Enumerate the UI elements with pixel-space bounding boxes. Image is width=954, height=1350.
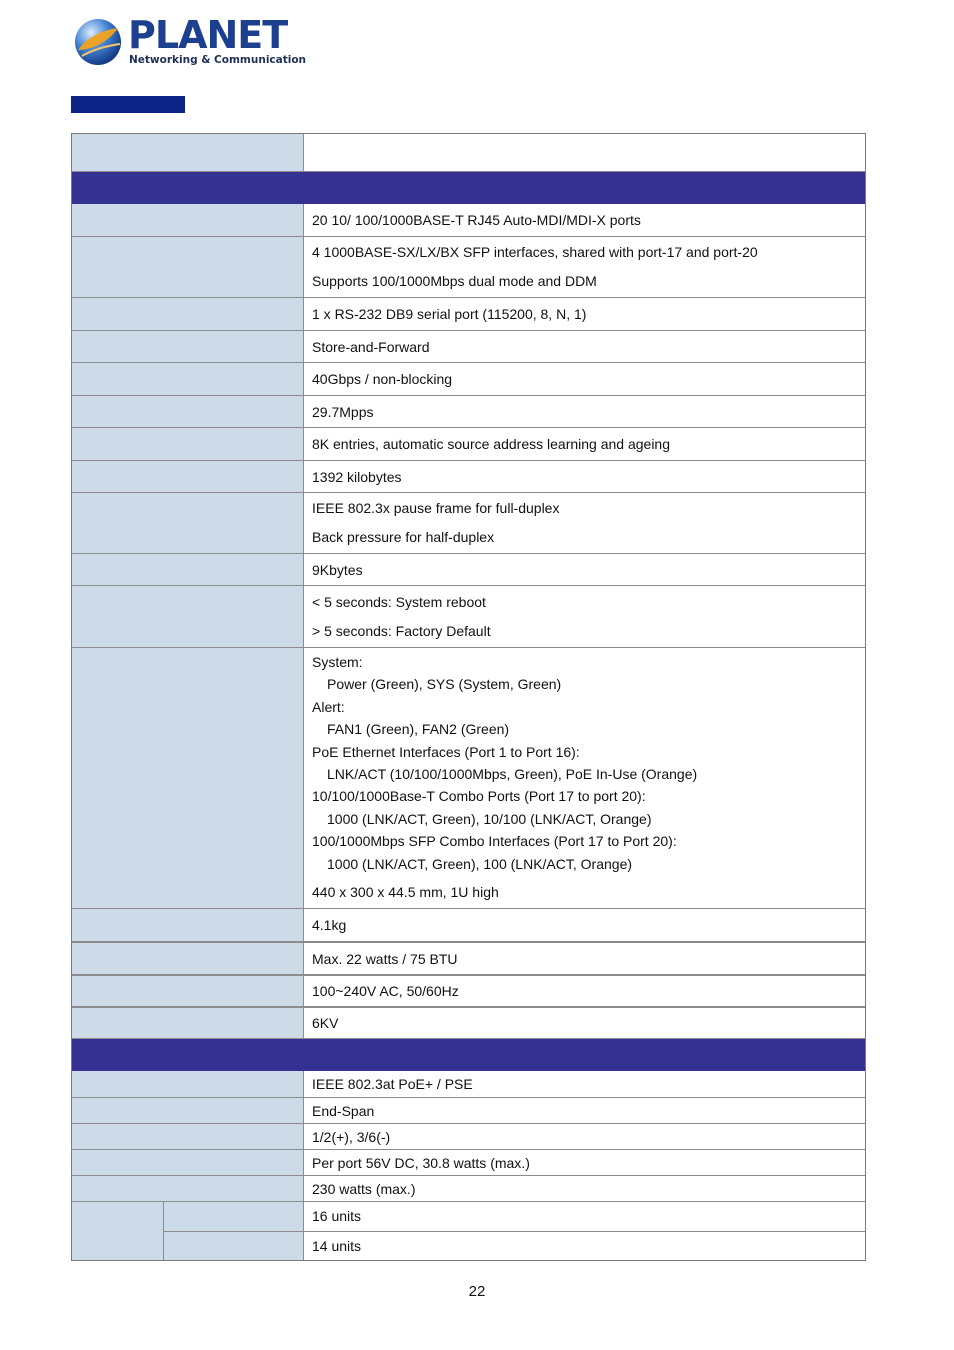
label-cell: [72, 909, 304, 941]
value-cell: [304, 428, 865, 460]
led-line: FAN1 (Green), FAN2 (Green): [327, 721, 510, 738]
value-cell: [304, 331, 865, 362]
label-cell: [72, 943, 304, 974]
value-cell: [304, 134, 865, 171]
section-header-band: [72, 171, 865, 204]
value-cell: [304, 493, 865, 553]
led-line: 1000 (LNK/ACT, Green), 100 (LNK/ACT, Orange): [327, 855, 633, 872]
label-cell: [72, 204, 304, 236]
value-line: 230 watts (max.): [312, 1180, 416, 1197]
value-line: 8K entries, automatic source address learning and ageing: [312, 436, 670, 452]
split-label-cell: [72, 1202, 304, 1260]
table-row: [72, 330, 865, 362]
led-line: 1000 (LNK/ACT, Green), 10/100 (LNK/ACT, Orange): [327, 810, 652, 827]
value-line: < 5 seconds: System reboot: [312, 593, 486, 610]
label-cell: [72, 1071, 304, 1097]
page-number: 22: [468, 1283, 486, 1300]
label-cell: [72, 363, 304, 395]
label-cell: [72, 298, 304, 330]
planet-logo: [72, 13, 307, 70]
label-cell: [72, 976, 304, 1006]
table-row: [72, 974, 865, 1006]
value-cell: [304, 1124, 865, 1149]
value-line: 1392 kilobytes: [312, 468, 402, 485]
value-line: 9Kbytes: [312, 561, 363, 578]
value-line: 6KV: [312, 1015, 339, 1031]
table-row: [72, 1175, 865, 1201]
value-line: 29.7Mpps: [312, 403, 374, 420]
table-row: [72, 460, 865, 492]
label-cell: [72, 1150, 304, 1175]
led-indicators-cell: [304, 648, 865, 876]
value-line: 100~240V AC, 50/60Hz: [312, 983, 459, 999]
table-row-poe-capability: [72, 1201, 865, 1260]
split-values: [304, 1202, 865, 1260]
value-cell: [304, 909, 865, 941]
table-row: [72, 492, 865, 553]
value-cell: [304, 396, 865, 427]
value-line: Supports 100/1000Mbps dual mode and DDM: [312, 273, 597, 289]
led-line: System:: [312, 654, 363, 670]
value-cell: [304, 204, 865, 236]
value-cell: [304, 1150, 865, 1175]
table-row: [72, 1071, 865, 1097]
value-cell: [304, 586, 865, 647]
value-line: 4 1000BASE-SX/LX/BX SFP interfaces, shared with port-17 and port-20: [312, 244, 758, 260]
label-cell: [72, 1176, 304, 1201]
table-row: [72, 1097, 865, 1123]
value-cell: [304, 363, 865, 395]
value-line: 1/2(+), 3/6(-): [312, 1128, 391, 1145]
table-row: [72, 427, 865, 460]
table-row: [72, 1123, 865, 1149]
label-cell: [72, 1124, 304, 1149]
led-line: Power (Green), SYS (System, Green): [327, 676, 562, 693]
led-line: LNK/ACT (10/100/1000Mbps, Green), PoE In-Use (Orange): [327, 766, 698, 783]
label-cell: [72, 876, 304, 908]
value-cell: 14 units: [304, 1231, 865, 1261]
led-line: 10/100/1000Base-T Combo Ports (Port 17 to port 20):: [312, 788, 646, 805]
table-row: [72, 1006, 865, 1038]
value-line: 440 x 300 x 44.5 mm, 1U high: [312, 884, 499, 900]
table-row: [72, 585, 865, 647]
table-row: [72, 553, 865, 585]
value-cell: [304, 461, 865, 492]
section-header-band-poe: [72, 1038, 865, 1071]
value-cell: [304, 237, 865, 297]
label-cell: [72, 1008, 304, 1038]
value-line: End-Span: [312, 1102, 375, 1119]
value-cell: [304, 976, 865, 1006]
value-line: IEEE 802.3x pause frame for full-duplex: [312, 500, 560, 516]
label-cell: [72, 1098, 304, 1123]
brand-name: PLANET: [128, 13, 288, 57]
value-line: 1 x RS-232 DB9 serial port (115200, 8, N, 1): [312, 306, 587, 322]
table-row: [72, 876, 865, 908]
value-line: 40Gbps / non-blocking: [312, 371, 453, 387]
value-line: IEEE 802.3at PoE+ / PSE: [312, 1076, 473, 1092]
table-row: [72, 134, 865, 171]
label-cell: [72, 461, 304, 492]
label-cell: [72, 134, 304, 171]
value-line: Store-and-Forward: [312, 338, 430, 355]
table-row-led: [72, 647, 865, 876]
label-cell: [72, 586, 304, 647]
table-row: [72, 297, 865, 330]
table-row: [72, 362, 865, 395]
value-cell: [304, 876, 865, 908]
section-heading-bar: [71, 96, 185, 113]
value-cell: [304, 554, 865, 585]
value-line: > 5 seconds: Factory Default: [312, 622, 491, 639]
table-row: [72, 395, 865, 427]
value-line: Per port 56V DC, 30.8 watts (max.): [312, 1154, 530, 1171]
table-row: [72, 204, 865, 236]
led-line: Alert:: [312, 698, 345, 715]
label-cell: [72, 331, 304, 362]
value-cell: [304, 943, 865, 974]
table-row: [72, 236, 865, 297]
label-cell: [72, 493, 304, 553]
table-row: [72, 908, 865, 941]
value-line: Back pressure for half-duplex: [312, 529, 495, 545]
spec-table: [71, 133, 866, 1261]
value-cell: [304, 1098, 865, 1123]
label-cell: [72, 554, 304, 585]
brand-tagline: Networking & Communication: [129, 54, 307, 66]
table-row: [72, 941, 865, 974]
value-cell: [304, 1176, 865, 1201]
globe-icon: [72, 16, 124, 68]
label-cell: [72, 396, 304, 427]
value-line: 20 10/ 100/1000BASE-T RJ45 Auto-MDI/MDI-X ports: [312, 212, 641, 228]
value-cell: 16 units: [312, 1208, 362, 1225]
value-line: 4.1kg: [312, 917, 347, 933]
led-line: PoE Ethernet Interfaces (Port 1 to Port 16):: [312, 743, 580, 760]
table-row: [72, 1149, 865, 1175]
label-cell: [72, 648, 304, 876]
value-cell: [304, 1008, 865, 1038]
value-cell: [304, 1071, 865, 1097]
label-cell: [72, 428, 304, 460]
value-cell: [304, 298, 865, 330]
value-line: Max. 22 watts / 75 BTU: [312, 950, 458, 967]
label-cell: [72, 237, 304, 297]
led-line: 100/1000Mbps SFP Combo Interfaces (Port 17 to Port 20):: [312, 833, 677, 850]
